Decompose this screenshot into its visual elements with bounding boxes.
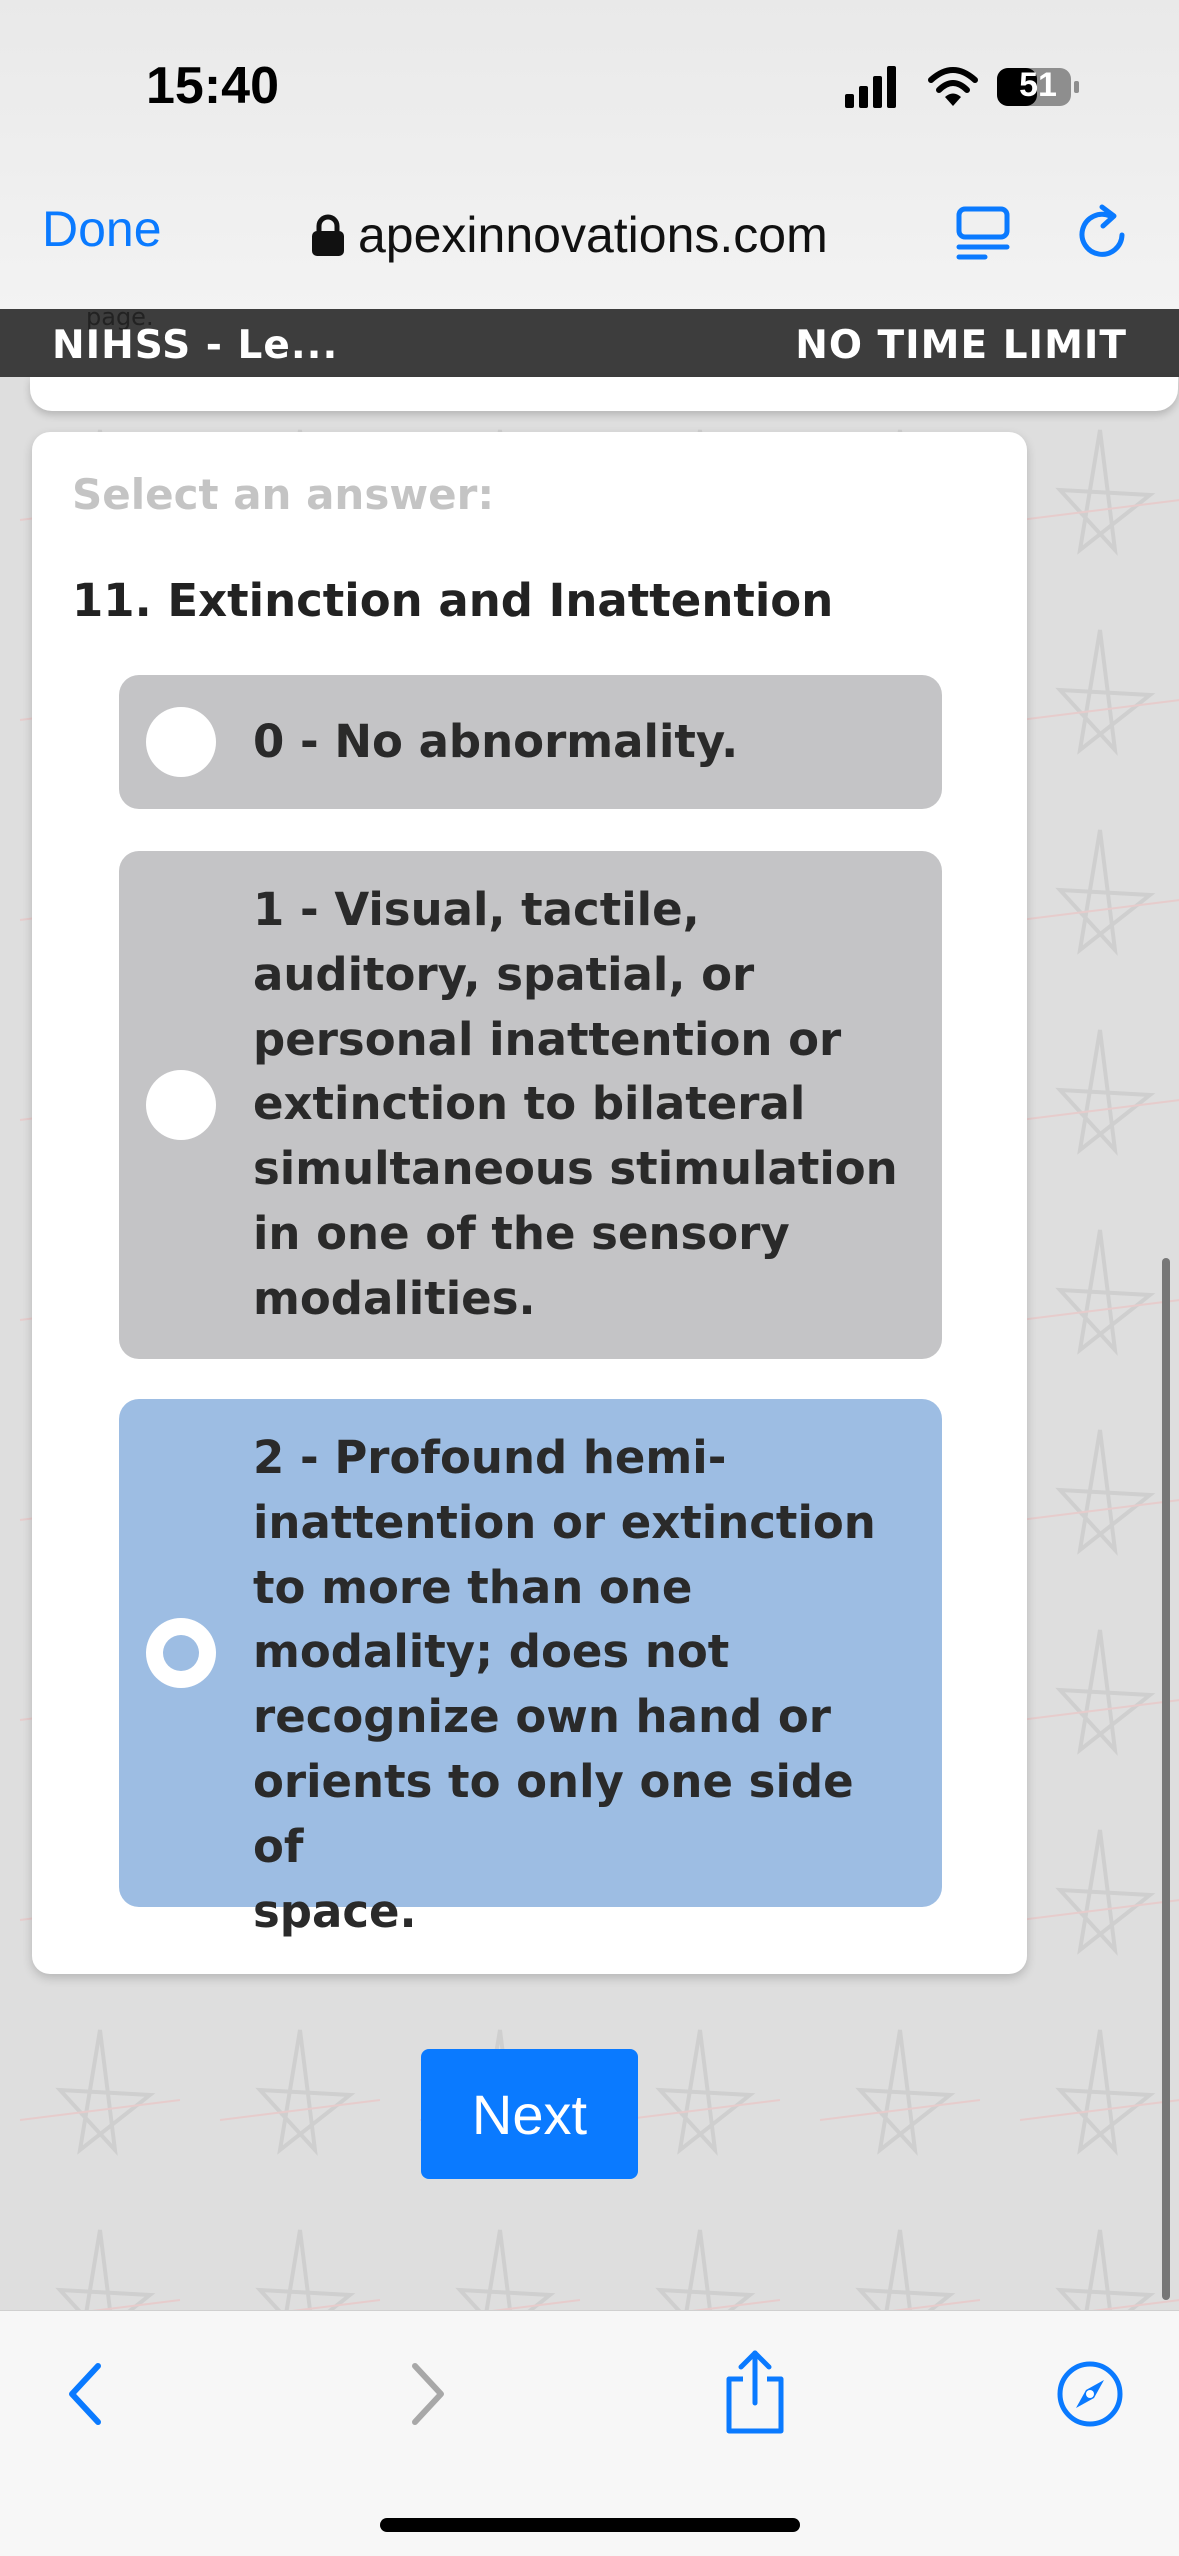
radio-button-selected[interactable] — [146, 1618, 216, 1688]
answer-option-1[interactable] — [119, 851, 942, 1359]
back-icon[interactable] — [48, 2354, 128, 2434]
compass-icon[interactable] — [1050, 2354, 1130, 2434]
radio-button[interactable] — [146, 1070, 216, 1140]
lock-icon — [312, 214, 344, 256]
answer-option-0[interactable] — [119, 675, 942, 809]
url-text: apexinnovations.com — [358, 207, 828, 263]
scrollbar[interactable] — [1162, 1258, 1170, 2300]
option-label: 0 - No abnormality. — [253, 715, 739, 768]
course-title: NIHSS - Le... — [52, 323, 339, 368]
signal-icon — [845, 66, 896, 108]
share-icon[interactable] — [715, 2347, 795, 2437]
question-card — [32, 432, 1027, 1974]
course-header — [0, 303, 1179, 377]
forward-icon[interactable] — [385, 2354, 465, 2434]
battery-level: 51 — [1019, 66, 1057, 104]
status-time: 15:40 — [146, 57, 279, 115]
option-label: 1 - Visual, tactile, auditory, spatial, or personal inattention or extinction to bilateral simultaneous stimulation in one of the sensory modalities. — [253, 883, 898, 1325]
time-limit-label: NO TIME LIMIT — [795, 323, 1127, 368]
home-indicator — [380, 2518, 800, 2532]
done-button[interactable]: Done — [42, 201, 162, 257]
previous-card-edge — [30, 377, 1178, 411]
wifi-icon — [931, 70, 975, 106]
reader-mode-icon[interactable] — [955, 205, 1011, 261]
scrolled-text-peek: page. — [86, 303, 154, 331]
reload-icon[interactable] — [1072, 203, 1132, 263]
option-label: 2 - Profound hemi- inattention or extinction to more than one modality; does not recognize own hand or orients to only one side of space. — [253, 1431, 876, 1938]
address-bar[interactable] — [312, 200, 828, 270]
question-title: 11. Extinction and Inattention — [72, 574, 834, 627]
browser-chrome — [0, 0, 1179, 310]
select-answer-prompt: Select an answer: — [72, 470, 495, 519]
next-button[interactable]: Next — [421, 2049, 638, 2179]
answer-option-2[interactable] — [119, 1399, 942, 1938]
radio-button[interactable] — [146, 707, 216, 777]
